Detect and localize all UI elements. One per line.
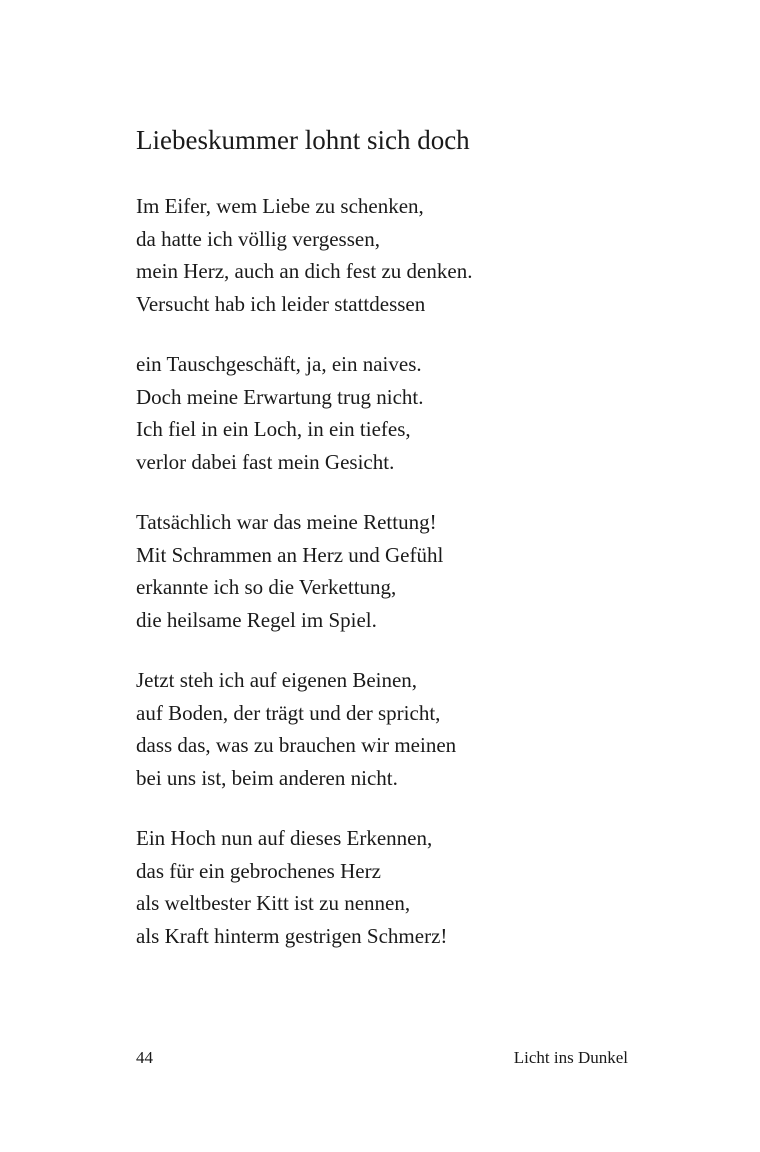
- poem-line: Doch meine Erwartung trug nicht.: [136, 384, 424, 409]
- poem-line: als Kraft hinterm gestrigen Schmerz!: [136, 923, 448, 948]
- poem-line: dass das, was zu brauchen wir meinen: [136, 733, 457, 757]
- poem-body: [136, 190, 472, 980]
- poem-line: verlor dabei fast mein Gesicht.: [136, 449, 395, 474]
- poem-line: die heilsame Regel im Spiel.: [136, 607, 377, 632]
- poem-line: Tatsächlich war das meine Rettung!: [136, 510, 437, 534]
- poem-line: das für ein gebrochenes Herz: [136, 858, 381, 883]
- poem-line: erkannte ich so die Verkettung,: [136, 575, 397, 599]
- poem-line: Jetzt steh ich auf eigenen Beinen,: [136, 668, 418, 692]
- poem-line: ein Tauschgeschäft, ja, ein naives.: [136, 352, 422, 376]
- poem-line: Mit Schrammen an Herz und Gefühl: [136, 542, 444, 567]
- poem-line: bei uns ist, beim anderen nicht.: [136, 765, 398, 790]
- stanza-2: [136, 348, 472, 478]
- running-title: Licht ins Dunkel: [513, 1048, 628, 1067]
- page-footer: [136, 1044, 628, 1072]
- stanza-4: [136, 664, 472, 794]
- stanza-1: [136, 190, 472, 320]
- stanza-3: [136, 506, 472, 636]
- poem-title: Liebeskummer lohnt sich doch: [136, 125, 470, 155]
- poem-line: Ein Hoch nun auf dieses Erkennen,: [136, 826, 433, 850]
- page-number: 44: [136, 1048, 153, 1067]
- poem-line: Ich fiel in ein Loch, in ein tiefes,: [136, 417, 411, 441]
- poem-line: auf Boden, der trägt und der spricht,: [136, 700, 441, 725]
- poem-line: als weltbester Kitt ist zu nennen,: [136, 891, 411, 915]
- poem-line: Im Eifer, wem Liebe zu schenken,: [136, 194, 424, 218]
- poem-line: mein Herz, auch an dich fest zu denken.: [136, 259, 473, 283]
- stanza-5: [136, 822, 472, 952]
- poem-line: Versucht hab ich leider stattdessen: [136, 291, 426, 316]
- poem-line: da hatte ich völlig vergessen,: [136, 226, 380, 251]
